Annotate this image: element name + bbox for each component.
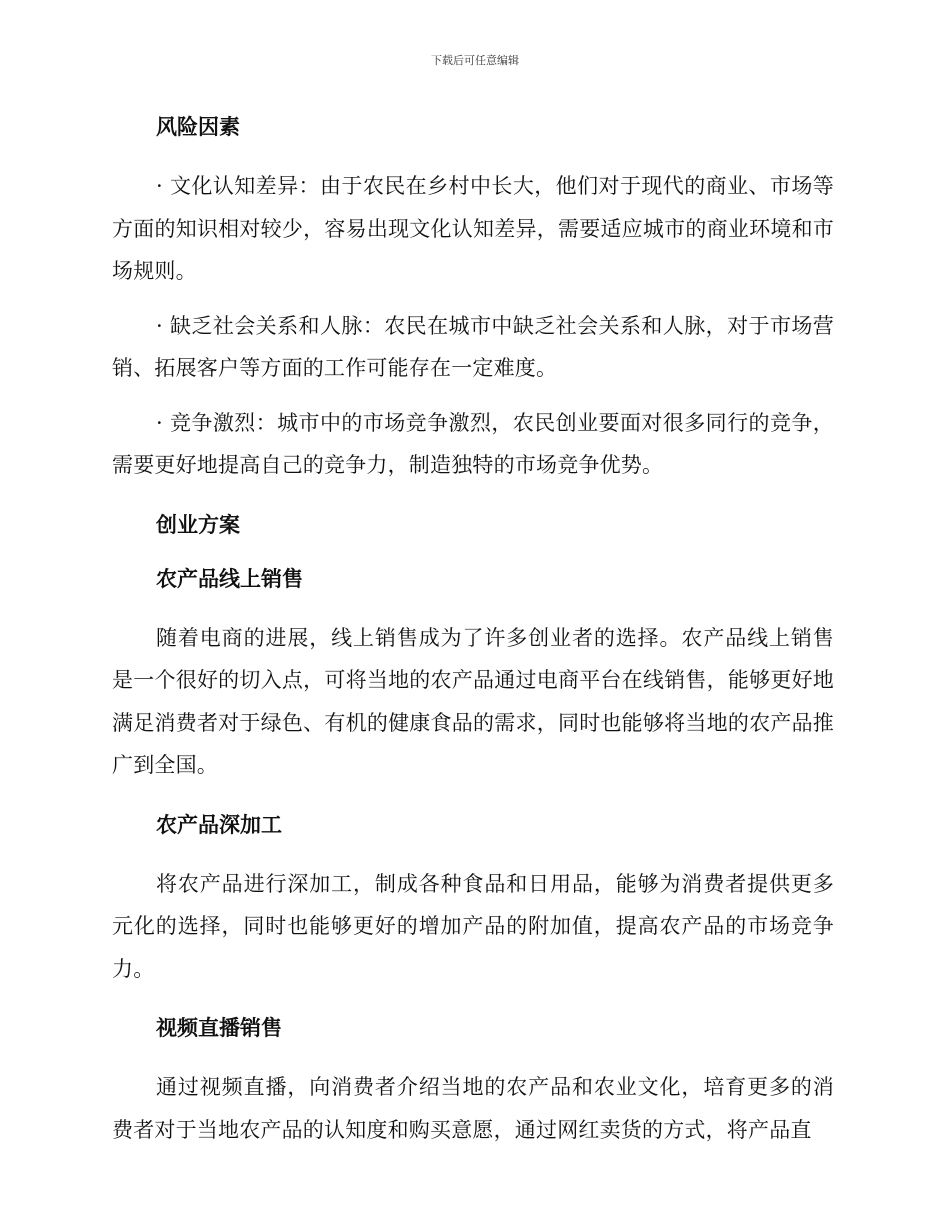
document-body <box>112 111 834 1151</box>
page-header: 下载后可任意编辑 <box>431 54 519 67</box>
live-sales-heading: 视频直播销售 <box>156 1016 282 1040</box>
risk-factors-heading: 风险因素 <box>156 115 240 139</box>
risk-item-cultural: · 文化认知差异：由于农民在乡村中长大，他们对于现代的商业、市场等方面的知识相对较少，容易出现文化认知差异，需要适应城市的商业环境和市场规则。 <box>112 174 834 283</box>
deep-processing-paragraph: 将农产品进行深加工，制成各种食品和日用品，能够为消费者提供更多元化的选择，同时也能够更好的增加产品的附加值，提高农产品的市场竞争力。 <box>112 871 834 981</box>
online-sales-paragraph: 随着电商的进展，线上销售成为了许多创业者的选择。农产品线上销售是一个很好的切入点，可将当地的农产品通过电商平台在线销售，能够更好地满足消费者对于绿色、有机的健康食品的需求，同时也能够将当地的农产品推广到全国。 <box>112 625 834 777</box>
deep-processing-heading: 农产品深加工 <box>156 812 282 837</box>
risk-item-network: · 缺乏社会关系和人脉：农民在城市中缺乏社会关系和人脉，对于市场营销、拓展客户等方面的工作可能存在一定难度。 <box>112 313 834 380</box>
online-sales-heading: 农产品线上销售 <box>156 566 303 591</box>
plan-heading: 创业方案 <box>156 512 240 537</box>
risk-item-competition: · 竞争激烈：城市中的市场竞争激烈，农民创业要面对很多同行的竞争，需要更好地提高自己的竞争力，制造独特的市场竞争优势。 <box>112 410 834 477</box>
live-sales-paragraph: 通过视频直播，向消费者介绍当地的农产品和农业文化，培育更多的消费者对于当地农产品的认知度和购买意愿，通过网红卖货的方式，将产品直 <box>112 1075 834 1142</box>
